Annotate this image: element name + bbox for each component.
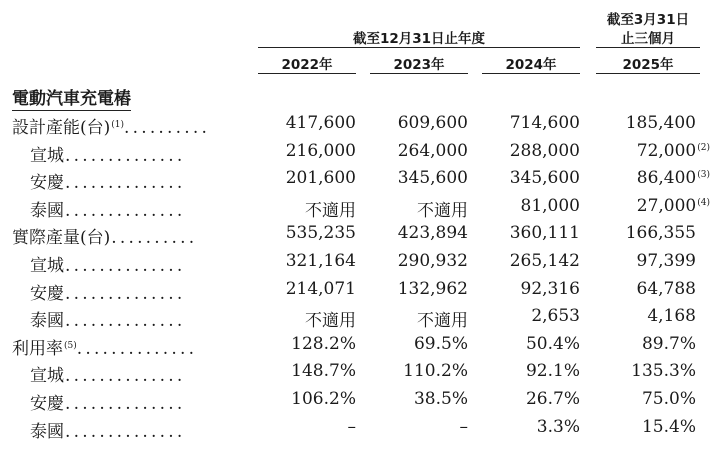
table-cell xyxy=(510,168,580,188)
table-cell xyxy=(403,361,468,381)
cell-value: 264,000 xyxy=(397,140,468,161)
cell-value: 201,600 xyxy=(285,168,356,189)
row-label-text: 設計產能(台) xyxy=(12,118,111,138)
table-cell xyxy=(414,334,468,354)
header-rule-fiscal-year xyxy=(258,47,580,48)
leader-dots: .............. xyxy=(65,311,186,332)
row-label xyxy=(30,306,185,331)
cell-value: 290,932 xyxy=(397,251,468,271)
table-cell xyxy=(637,251,696,271)
cell-value: 不適用 xyxy=(417,200,468,221)
table-cell xyxy=(521,196,580,216)
cell-value: 27,000 xyxy=(636,195,697,216)
year-header-2022: 2022年 xyxy=(281,57,333,73)
row-footnote-ref: (5) xyxy=(64,340,77,351)
leader-dots: .............. xyxy=(65,421,186,442)
cell-value: 345,600 xyxy=(397,168,468,189)
cell-value: 86,400 xyxy=(636,168,697,189)
table-cell xyxy=(626,223,696,243)
cell-value: – xyxy=(459,416,468,437)
table-cell xyxy=(526,389,580,409)
table-cell xyxy=(286,141,356,161)
row-label-text: 安慶 xyxy=(30,394,64,414)
table-cell xyxy=(291,389,356,409)
header-rule-quarter xyxy=(596,47,700,48)
year-rule-2024 xyxy=(482,73,580,74)
section-title: 電動汽車充電樁 xyxy=(12,84,131,111)
row-label xyxy=(30,361,185,386)
cell-value: 132,962 xyxy=(397,278,468,299)
header-group-quarter-line1: 截至3月31日 xyxy=(606,12,690,28)
row-label xyxy=(30,168,185,193)
cell-value: 110.2% xyxy=(403,361,468,382)
table-cell xyxy=(417,306,468,331)
table-cell xyxy=(398,168,468,188)
table-cell xyxy=(414,389,468,409)
table-cell xyxy=(526,334,580,354)
table-cell xyxy=(286,168,356,188)
cell-value: 360,111 xyxy=(509,223,580,244)
row-label-text: 泰國 xyxy=(30,200,64,221)
table-cell xyxy=(291,334,356,354)
cell-value: 216,000 xyxy=(285,140,356,161)
cell-value: 92.1% xyxy=(525,361,580,382)
row-label xyxy=(30,389,185,414)
table-cell xyxy=(526,361,580,381)
table-cell xyxy=(398,113,468,133)
row-label xyxy=(30,141,185,166)
cell-value: 64,788 xyxy=(636,278,696,299)
table-cell xyxy=(637,279,696,299)
cell-value: 128.2% xyxy=(291,333,356,354)
cell-value: 148.7% xyxy=(291,361,356,382)
leader-dots: .............. xyxy=(65,366,186,387)
year-rule-2025 xyxy=(596,73,700,74)
cell-value: 423,894 xyxy=(397,223,468,244)
table-cell xyxy=(286,223,356,243)
cell-value: 321,164 xyxy=(285,251,356,271)
cell-value: 417,600 xyxy=(285,113,356,133)
row-label xyxy=(12,334,197,359)
header-group-quarter-line2: 止三個月 xyxy=(621,31,675,47)
leader-dots: .............. xyxy=(65,256,186,276)
leader-dots: .............. xyxy=(65,283,186,304)
table-cell xyxy=(521,279,580,299)
cell-value: 97,399 xyxy=(636,251,696,271)
row-label xyxy=(30,279,185,304)
leader-dots: .......... xyxy=(111,228,198,249)
table-cell xyxy=(460,417,469,437)
table-cell xyxy=(642,389,696,409)
row-label xyxy=(30,251,185,276)
cell-value: 535,235 xyxy=(285,223,356,244)
cell-value: 不適用 xyxy=(417,311,468,332)
row-label-text: 宣城 xyxy=(30,256,64,276)
leader-dots: .............. xyxy=(65,200,186,221)
cell-value: 166,355 xyxy=(625,223,696,244)
cell-value: 288,000 xyxy=(509,140,580,161)
row-label-text: 宣城 xyxy=(30,145,64,166)
row-label xyxy=(30,417,185,442)
cell-value: 不適用 xyxy=(305,200,356,221)
table-cell xyxy=(348,417,357,437)
cell-value: 69.5% xyxy=(413,333,468,354)
table-cell xyxy=(398,279,468,299)
table-cell xyxy=(637,168,710,188)
cell-value: 81,000 xyxy=(520,195,580,216)
cell-value: 609,600 xyxy=(397,113,468,133)
row-label xyxy=(12,223,197,248)
row-label-text: 泰國 xyxy=(30,311,64,332)
cell-footnote-ref: (3) xyxy=(697,170,710,181)
table-cell xyxy=(626,113,696,133)
table-cell xyxy=(286,113,356,133)
cell-footnote-ref: (2) xyxy=(697,142,710,153)
cell-value: – xyxy=(347,416,356,437)
cell-value: 3.3% xyxy=(536,416,580,437)
year-header-2024: 2024年 xyxy=(505,57,557,73)
table-cell xyxy=(398,141,468,161)
cell-value: 15.4% xyxy=(641,416,696,437)
cell-value: 106.2% xyxy=(291,389,356,409)
table-cell xyxy=(510,223,580,243)
cell-value: 75.0% xyxy=(641,389,696,409)
table-cell xyxy=(637,196,710,216)
table-cell xyxy=(510,113,580,133)
table-cell xyxy=(286,251,356,271)
year-rule-2023 xyxy=(370,73,468,74)
cell-value: 714,600 xyxy=(509,113,580,133)
row-footnote-ref: (1) xyxy=(111,120,125,130)
table-cell xyxy=(398,223,468,243)
leader-dots: .............. xyxy=(76,338,198,359)
cell-value: 72,000 xyxy=(636,140,697,161)
table-cell xyxy=(537,417,580,437)
table-cell xyxy=(642,334,696,354)
table-cell xyxy=(510,141,580,161)
cell-value: 不適用 xyxy=(305,311,356,332)
row-label-text: 安慶 xyxy=(30,173,64,194)
header-group-fiscal-year: 截至12月31日止年度 xyxy=(352,31,486,47)
row-label-text: 宣城 xyxy=(30,366,64,387)
year-header-2023: 2023年 xyxy=(393,57,445,73)
cell-value: 38.5% xyxy=(413,389,468,409)
leader-dots: .............. xyxy=(65,173,186,194)
cell-value: 135.3% xyxy=(631,361,696,382)
cell-value: 265,142 xyxy=(509,251,580,271)
cell-value: 345,600 xyxy=(509,168,580,189)
row-label-text: 泰國 xyxy=(30,421,64,442)
year-header-2025: 2025年 xyxy=(622,57,674,73)
table-cell xyxy=(510,251,580,271)
leader-dots: .......... xyxy=(124,118,211,138)
table-cell xyxy=(305,306,356,331)
table-cell xyxy=(647,306,696,326)
row-label-text: 安慶 xyxy=(30,283,64,304)
cell-value: 4,168 xyxy=(647,306,696,327)
leader-dots: .............. xyxy=(65,145,186,166)
table-cell xyxy=(631,361,696,381)
cell-value: 2,653 xyxy=(531,306,580,327)
table-cell xyxy=(291,361,356,381)
table-cell xyxy=(531,306,580,326)
row-label-text: 利用率 xyxy=(12,338,63,359)
cell-footnote-ref: (4) xyxy=(697,197,710,208)
table-cell xyxy=(417,196,468,221)
table-cell xyxy=(398,251,468,271)
row-label xyxy=(12,113,210,138)
cell-value: 26.7% xyxy=(525,389,580,409)
table-cell xyxy=(642,417,696,437)
year-rule-2022 xyxy=(258,73,356,74)
table-cell xyxy=(637,141,710,161)
table-cell xyxy=(286,279,356,299)
row-label xyxy=(30,196,185,221)
row-label-text: 實際產量(台) xyxy=(12,228,111,249)
cell-value: 89.7% xyxy=(641,333,696,354)
cell-value: 185,400 xyxy=(625,113,696,133)
leader-dots: .............. xyxy=(65,394,186,414)
cell-value: 214,071 xyxy=(285,278,356,299)
cell-value: 92,316 xyxy=(520,278,580,299)
cell-value: 50.4% xyxy=(525,333,580,354)
table-cell xyxy=(305,196,356,221)
